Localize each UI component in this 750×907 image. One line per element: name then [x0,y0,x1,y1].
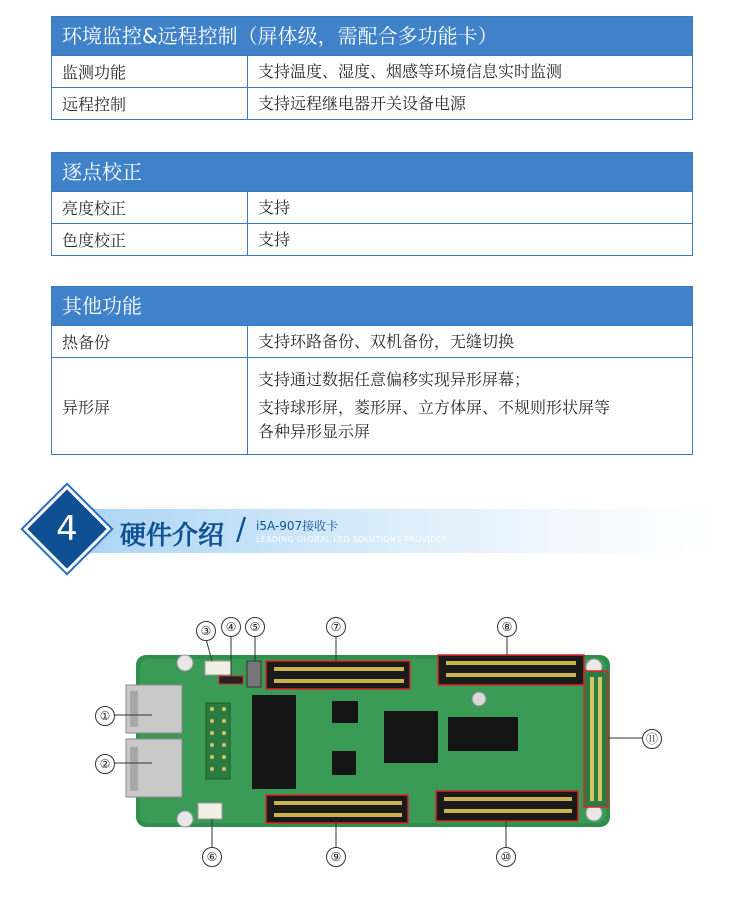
callout-1: ① [95,706,115,726]
table-header: 环境监控&远程控制（屏体级，需配合多功能卡） [52,17,692,55]
row-value [248,358,692,454]
callout-10: ⑩ [496,847,516,867]
callout-9: ⑨ [326,847,346,867]
section-slash: / [236,512,247,547]
table-row [52,191,692,223]
row-key: 远程控制 [52,88,248,119]
table-env-monitor [51,16,693,120]
callout-5: ⑤ [245,617,265,637]
callout-lines [0,605,750,875]
table-header: 逐点校正 [52,153,692,191]
callout-4: ④ [221,617,241,637]
table-row [52,223,692,255]
row-value [248,326,692,357]
table-row [52,357,692,454]
callout-8: ⑧ [497,617,517,637]
value-line: 支持远程继电器开关设备电源 [258,93,467,113]
section-banner [0,492,750,572]
table-row [52,55,692,87]
table-calibration [51,152,693,256]
value-line: 各种异形显示屏 [258,422,371,441]
section-title: 硬件介绍 [120,521,225,551]
row-value [248,56,692,87]
row-key: 监测功能 [52,56,248,87]
callout-3: ③ [196,621,216,641]
value-line: 支持球形屏，菱形屏、立方体屏、不规则形状屏等 [258,398,611,417]
value-line: 支持环路备份、双机备份，无缝切换 [258,331,515,351]
section-english-tagline: LEADING GLOBAL LED SOLUTIONS PROVIDER [256,535,448,544]
value-line: 支持通过数据任意偏移实现异形屏幕； [258,370,531,389]
row-value [248,88,692,119]
value-line: 支持温度、湿度、烟感等环境信息实时监测 [258,61,563,81]
table-row [52,87,692,119]
value-line: 支持 [258,197,291,217]
value-line: 支持 [258,229,291,249]
table-row [52,325,692,357]
row-value [248,192,692,223]
section-number: 4 [56,509,78,549]
table-header: 其他功能 [52,287,692,325]
row-key: 热备份 [52,326,248,357]
table-other-functions [51,286,693,455]
receiver-card-figure [0,605,750,875]
section-subtitle: i5A-907接收卡 [256,519,339,533]
callout-11: ⑪ [642,729,662,749]
row-key: 亮度校正 [52,192,248,223]
callout-6: ⑥ [202,847,222,867]
row-value [248,224,692,255]
row-key: 异形屏 [52,358,248,454]
callout-2: ② [95,754,115,774]
callout-7: ⑦ [326,617,346,637]
row-key: 色度校正 [52,224,248,255]
